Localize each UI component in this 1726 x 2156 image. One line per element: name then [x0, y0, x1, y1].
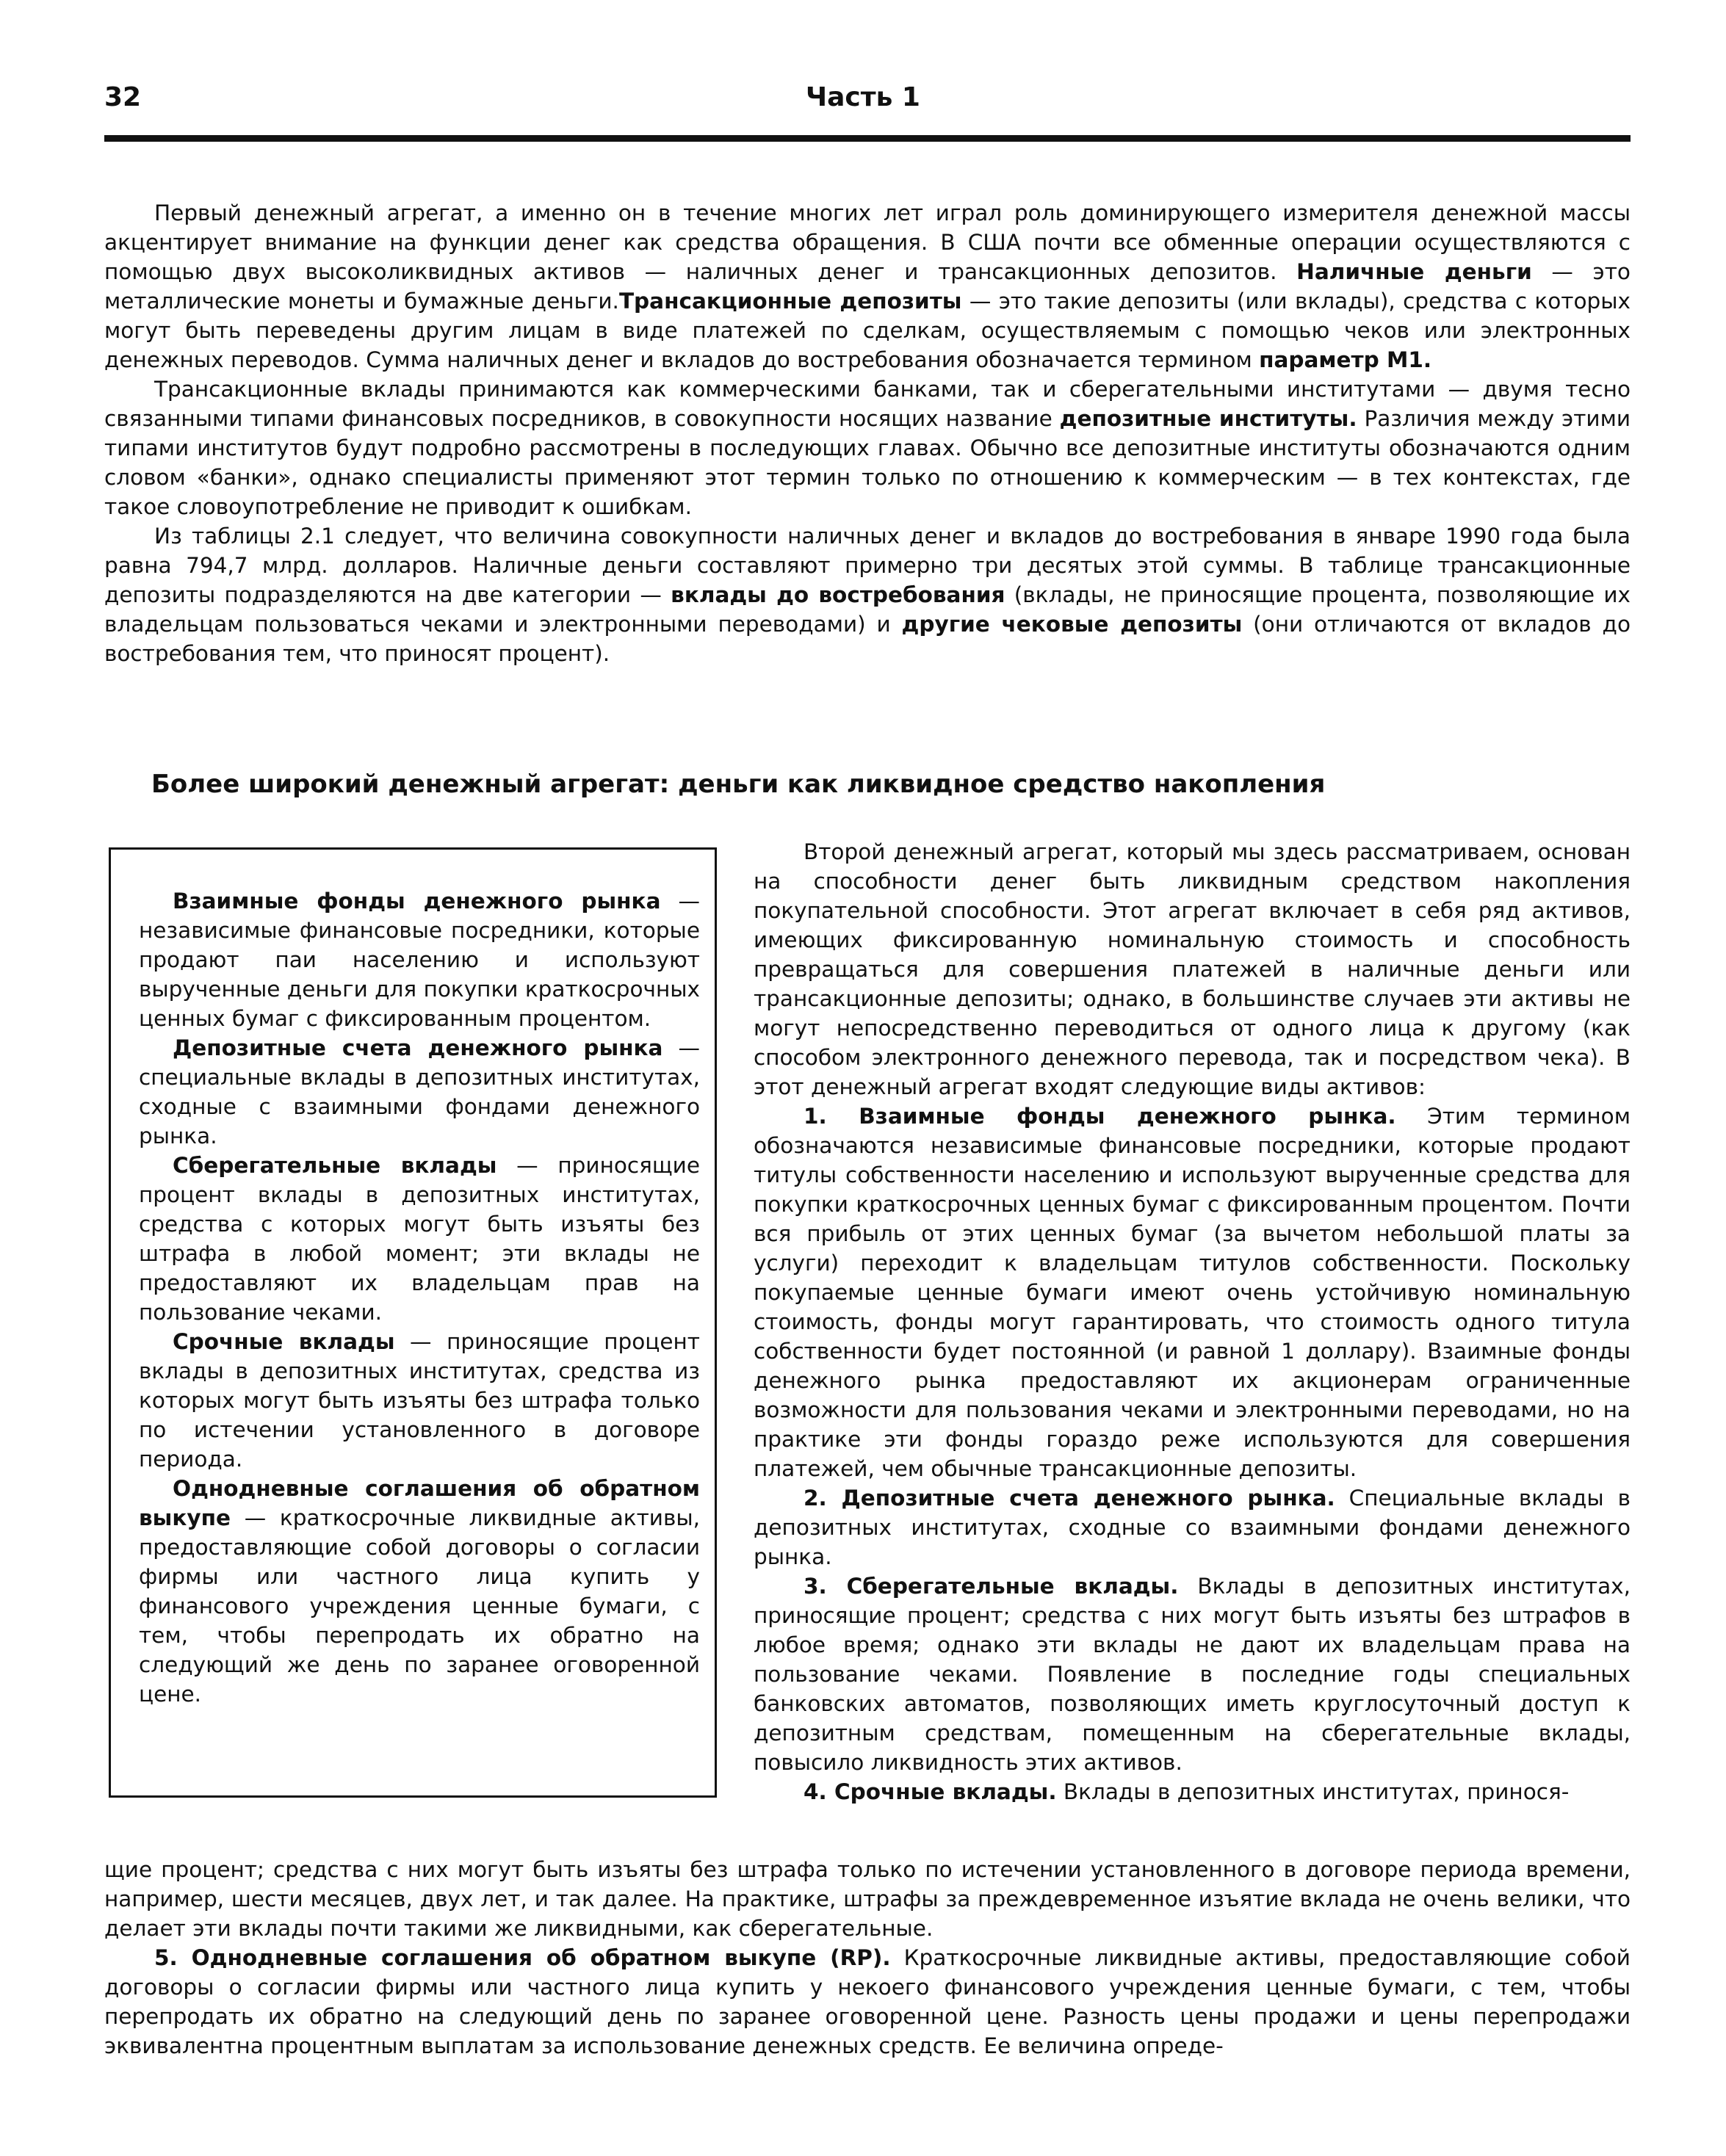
glossary-entry	[139, 1327, 700, 1474]
glossary-definition: — краткосрочные ликвидные активы, предоставляющие собой договоры о согласии фирмы или частного лица купить у финансового учреждения ценные бумаги, с тем, чтобы перепродать их обратно на следующий же день по заранее оговоренной цене.	[139, 1505, 700, 1707]
glossary-definition: — независимые финансовые посредники, которые продают паи населению и используют вырученные деньги для покупки краткосрочных ценных бумаг с фиксированным процентом.	[139, 889, 700, 1031]
text-run: Этим термином обозначаются независимые финансовые посредники, которые продают титулы собственности населению и используют вырученные средства для покупки краткосрочных ценных бумаг с фиксированным процентом. Почти вся прибыль от этих ценных бумаг (за вычетом небольшой платы за услуги) переходит к владельцам титулов собственности. Поскольку покупаемые ценные бумаги имеют очень устойчивую номинальную стоимость, фонды могут гарантировать, что стоимость одного титула собственности будет постоянной (и равной 1 доллару). Взаимные фонды денежного рынка предоставляют их акционерам ограниченные возможности для пользования чеками и электронными переводами, но на практике эти фонды гораздо реже используются для совершения платежей, чем обычные трансакционные депозиты.	[754, 1104, 1631, 1481]
text-run: — это металлические монеты и бумажные деньги.	[104, 259, 1631, 314]
intro-text	[104, 198, 1631, 668]
bold-term: 3. Сберегательные вклады.	[804, 1574, 1179, 1599]
text-run: Краткосрочные ликвидные активы, предоставляющие собой договоры о согласии фирмы или частного лица купить у некоего финансового учреждения ценные бумаги, с тем, чтобы перепродать их обратно на следующий день по заранее оговоренной цене. Разность цены продажи и цены перепродажи эквивалентна процентным выплатам за использование денежных средств. Ее величина опреде-	[104, 1945, 1631, 2058]
glossary-entry	[139, 1474, 700, 1709]
bold-term: другие чековые депозиты	[901, 612, 1243, 637]
bold-term: депозитные институты.	[1059, 406, 1357, 431]
bold-term: Трансакционные депозиты	[618, 289, 962, 314]
running-header: Часть 1	[806, 82, 920, 112]
paragraph	[104, 521, 1631, 668]
text-run: Вклады в депозитных институтах, приносящие процент; средства с них могут быть изъяты без штрафов в любое время; однако эти вклады не дают их владельцам права на пользование чеками. Появление в последние годы специальных банковских автоматов, позволяющих иметь круглосуточный доступ к депозитным средствам, помещенным на сберегательные вклады, повысило ликвидность этих активов.	[754, 1574, 1631, 1775]
bold-term: 5. Однодневные соглашения об обратном выкупе (RP).	[154, 1945, 891, 1970]
text-run: Различия между этими типами институтов будут подробно рассмотрены в последующих главах. Обычно все депозитные институты обозначаются одним словом «банки», однако специалисты применяют этот термин только по отношению к коммерческим — в тех контекстах, где такое словоупотребление не приводит к ошибкам.	[104, 406, 1631, 519]
bold-term: 2. Депозитные счета денежного рынка.	[804, 1486, 1335, 1511]
glossary-definition: — специальные вклады в депозитных институтах, сходные с взаимными фондами денежного рынка.	[139, 1035, 700, 1148]
glossary-entry	[139, 886, 700, 1033]
bottom-text	[104, 1855, 1631, 2061]
bold-term: 4. Срочные вклады.	[804, 1779, 1057, 1804]
paragraph	[754, 1777, 1631, 1806]
paragraph	[104, 198, 1631, 375]
glossary-definition: — приносящие процент вклады в депозитных институтах, средства с которых могут быть изъяты без штрафа в любой момент; эти вклады не предоставляют их владельцам прав на пользование чеками.	[139, 1153, 700, 1325]
text-run: Второй денежный агрегат, который мы здесь рассматриваем, основан на способности денег быть ликвидным средством накопления покупательной способности. Этот агрегат включает в себя ряд активов, имеющих фиксированную номинальную стоимость и способность превращаться для совершения платежей в наличные деньги или трансакционные депозиты; однако, в большинстве случаев эти активы не могут непосредственно переводиться от одного лица к другому (как способом электронного денежного перевода, так и посредством чека). В этот денежный агрегат входят следующие виды активов:	[754, 839, 1631, 1099]
text-run: Из таблицы 2.1 следует, что величина совокупности наличных денег и вкладов до востребования в январе 1990 года была равна 794,7 млрд. долларов. Наличные деньги составляют примерно три десятых этой суммы. В таблице трансакционные депозиты подразделяются на две категории —	[104, 524, 1631, 607]
header-rule	[104, 135, 1631, 142]
glossary-term: Срочные вклады	[173, 1329, 395, 1354]
paragraph	[104, 375, 1631, 521]
glossary-entry	[139, 1151, 700, 1327]
glossary-box	[109, 847, 717, 1798]
glossary-term: Однодневные соглашения об обратном выкупе	[139, 1476, 700, 1530]
bold-term: 1. Взаимные фонды денежного рынка.	[804, 1104, 1396, 1129]
page-number: 32	[104, 82, 142, 112]
text-run: — это такие депозиты (или вклады), средства с которых могут быть переведены другим лицам в виде платежей по сделкам, осуществляемым с помощью чеков или электронных денежных переводов. Сумма наличных денег и вкладов до востребования обозначается термином	[104, 289, 1631, 372]
paragraph	[754, 837, 1631, 1101]
text-run: Вклады в депозитных институтах, принося-	[1056, 1779, 1570, 1804]
paragraph	[754, 1101, 1631, 1483]
text-run: (вклады, не приносящие процента, позволяющие их владельцам пользоваться чеками и электронными переводами) и	[104, 582, 1631, 637]
bold-term: вклады до востребования	[671, 582, 1005, 607]
right-column-text	[754, 837, 1631, 1806]
text-run: Специальные вклады в депозитных институтах, сходные со взаимными фондами денежного рынка.	[754, 1486, 1631, 1569]
glossary-term: Депозитные счета денежного рынка	[173, 1035, 663, 1060]
glossary-entry	[139, 1033, 700, 1151]
paragraph	[754, 1483, 1631, 1571]
section-heading: Более широкий денежный агрегат: деньги как ликвидное средство накопления	[151, 770, 1326, 799]
paragraph	[104, 1855, 1631, 1943]
paragraph	[754, 1571, 1631, 1777]
paragraph	[104, 1943, 1631, 2061]
glossary-term: Сберегательные вклады	[173, 1153, 497, 1178]
bold-term: параметр М1.	[1259, 347, 1432, 372]
glossary-term: Взаимные фонды денежного рынка	[173, 889, 661, 914]
text-run: щие процент; средства с них могут быть изъяты без штрафа только по истечении установленного в договоре периода времени, например, шести месяцев, двух лет, и так далее. На практике, штрафы за преждевременное изъятие вклада не очень велики, что делает эти вклады почти такими же ликвидными, как сберегательные.	[104, 1857, 1631, 1941]
text-run: (они отличаются от вкладов до востребования тем, что приносят процент).	[104, 612, 1631, 666]
text-run: Первый денежный агрегат, а именно он в течение многих лет играл роль доминирующего измерителя денежной массы акцентирует внимание на функции денег как средства обращения. В США почти все обменные операции осуществляются с помощью двух высоколиквидных активов — наличных денег и трансакционных депозитов.	[104, 200, 1631, 284]
text-run: Трансакционные вклады принимаются как коммерческими банками, так и сберегательными институтами — двумя тесно связанными типами финансовых посредников, в совокупности носящих название	[104, 377, 1631, 431]
glossary-definition: — приносящие процент вклады в депозитных институтах, средства из которых могут быть изъяты без штрафа только по истечении установленного в договоре периода.	[139, 1329, 700, 1472]
bold-term: Наличные деньги	[1296, 259, 1532, 284]
